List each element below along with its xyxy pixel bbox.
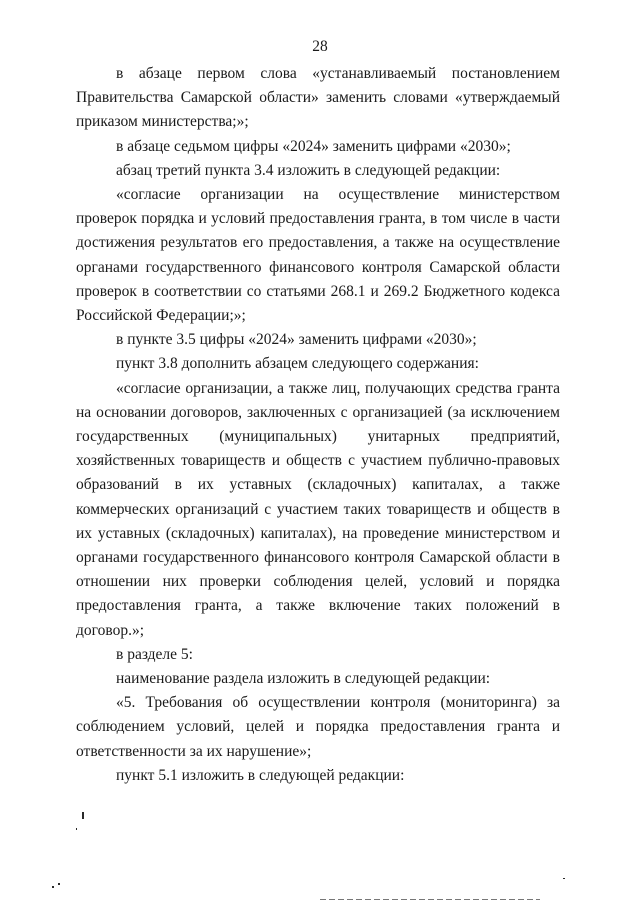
- paragraph-4: «согласие организации на осуществление министерством проверок порядка и условий предоставления гранта, в том числе в части достижения результатов его предоставления, а также на осуществление органами государственного финансового контроля Самарской области проверок в соответствии со статьями 268.1 и 269.2 Бюджетного кодекса Российской Федерации;»;: [76, 186, 560, 325]
- paragraph-10: «5. Требования об осуществлении контроля (мониторинга) за соблюдением условий, целей и порядка предоставления гранта и ответственности за их нарушение»;: [76, 694, 560, 760]
- paragraph-1: в абзаце первом слова «устанавливаемый постановлением Правительства Самарской области» заменить словами «утверждаемый приказом министерства;»;: [76, 65, 560, 131]
- scan-speck: [563, 878, 565, 879]
- scan-speck: [82, 812, 84, 819]
- paragraph-5: в пункте 3.5 цифры «2024» заменить цифрами «2030»;: [116, 331, 477, 349]
- paragraph-3: абзац третий пункта 3.4 изложить в следующей редакции:: [116, 161, 501, 179]
- scan-speck: [58, 883, 60, 885]
- paragraph-11: пункт 5.1 изложить в следующей редакции:: [116, 766, 405, 784]
- paragraph-8: в разделе 5:: [116, 645, 193, 663]
- page-number: 28: [312, 38, 328, 55]
- paragraph-7: «согласие организации, а также лиц, получающих средства гранта на основании договоров, заключенных с организацией (за исключением государственных (муниципальных) унитарных предприятий, хозяйственных товариществ и обществ с участием публично-правовых образований в их уставных (складочных) капиталах, а также коммерческих организаций с участием таких товариществ и обществ в их уставных (складочных) капиталах), на проведение министерством и органами государственного финансового контроля Самарской области в отношении них проверки соблюдения целей, условий и порядка предоставления гранта, а также включение таких положений в договор.»;: [76, 379, 560, 639]
- scan-speck: [76, 828, 77, 830]
- paragraph-2: в абзаце седьмом цифры «2024» заменить цифрами «2030»;: [116, 137, 511, 155]
- paragraph-6: пункт 3.8 дополнить абзацем следующего содержания:: [116, 355, 479, 373]
- document-body: [76, 62, 560, 788]
- scan-edge-line: [320, 899, 540, 900]
- paragraph-9: наименование раздела изложить в следующей редакции:: [116, 670, 491, 688]
- scan-speck: [52, 886, 54, 888]
